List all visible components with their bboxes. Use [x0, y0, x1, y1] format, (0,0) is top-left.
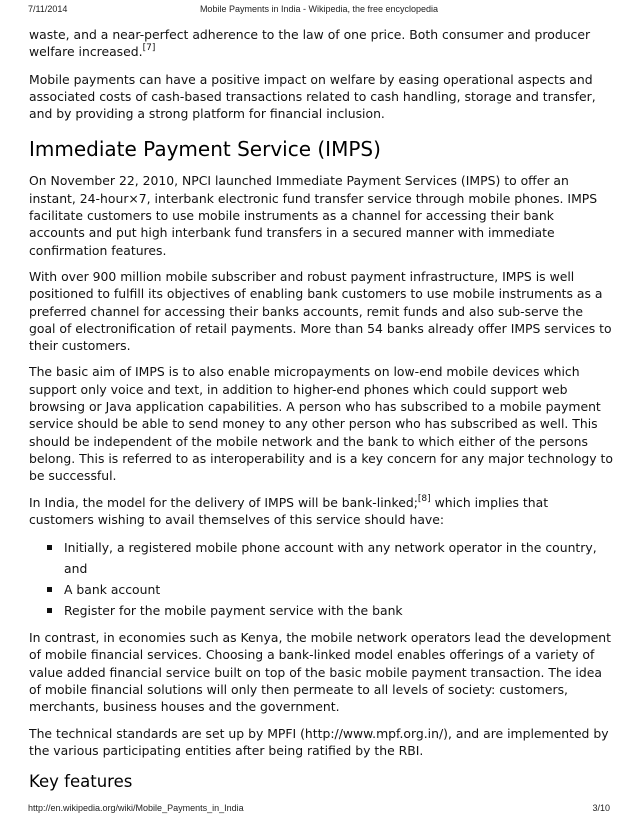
- imps-paragraph-3: The basic aim of IMPS is to also enable micropayments on low-end mobile devices which support only voice and text, in addition to higher-end phones which could support web browsing or Java application capabilities. A person who has subscribed to a mobile payment service should be able to send money to any other person who has subscribed as well. This should be independent of the mobile network and the bank to which either of the persons belong. This is referred to as interoperability and is a key concern for any major technology to be successful.: [29, 364, 613, 484]
- imps-paragraph-4-continued: which implies that customers wishing to avail themselves of this service should have:: [29, 494, 549, 527]
- print-header: [0, 4, 638, 18]
- article-content: [29, 26, 613, 793]
- intro-paragraph-2: Mobile payments can have a positive impact on welfare by easing operational aspects and associated costs of cash-based transactions related to cash handling, storage and transfer, and by providing a strong platform for financial inclusion.: [29, 71, 596, 122]
- print-footer: [0, 803, 638, 817]
- intro-paragraph-1-text: waste, and a near-perfect adherence to the law of one price. Both consumer and producer welfare increased.: [29, 27, 591, 60]
- list-item: [47, 600, 613, 621]
- reference-7-link[interactable]: [7]: [142, 43, 156, 54]
- list-item-text: Register for the mobile payment service with the bank: [64, 603, 403, 619]
- intro-paragraph-1: [29, 26, 613, 61]
- imps-paragraph-1: On November 22, 2010, NPCI launched Immediate Payment Services (IMPS) to offer an instant, 24-hour×7, interbank electronic fund transfer service through mobile phones. IMPS facilitate customers to use mobile instruments as a channel for accessing their bank accounts and put high interbank fund transfers in a secured manner with immediate confirmation features.: [29, 173, 598, 258]
- imps-paragraph-6: The technical standards are set up by MPFI (http://www.mpf.org.in/), and are implemented by the various participating entities after being ratified by the RBI.: [29, 725, 609, 758]
- list-item-text: Initially, a registered mobile phone account with any network operator in the country, and: [64, 540, 597, 577]
- requirements-list: [29, 537, 613, 621]
- print-url: http://en.wikipedia.org/wiki/Mobile_Payments_in_India: [28, 803, 244, 813]
- print-page-title: Mobile Payments in India - Wikipedia, the free encyclopedia: [199, 4, 439, 14]
- square-bullet-icon: [47, 608, 52, 613]
- list-item: [47, 537, 613, 579]
- print-page-number: 3/10: [592, 803, 610, 813]
- square-bullet-icon: [47, 587, 52, 592]
- imps-paragraph-4: [29, 494, 613, 529]
- imps-paragraph-2: With over 900 million mobile subscriber and robust payment infrastructure, IMPS is well positioned to fulfill its objectives of enabling bank customers to use mobile instruments as a preferred channel for accessing their banks accounts, remit funds and also sub-serve the goal of electronification of retail payments. More than 54 banks already offer IMPS services to their customers.: [29, 268, 612, 354]
- list-item: [47, 579, 613, 600]
- square-bullet-icon: [47, 545, 52, 550]
- print-date: 7/11/2014: [28, 4, 68, 14]
- imps-paragraph-4-text: In India, the model for the delivery of IMPS will be bank-linked;: [29, 494, 418, 510]
- imps-paragraph-5: In contrast, in economies such as Kenya, the mobile network operators lead the development of mobile financial services. Choosing a bank-linked model enables offerings of a variety of value added financial service built on top of the basic mobile payment transaction. The idea of mobile financial solutions will only then permeate to all levels of society: customers, merchants, business houses and the government.: [29, 630, 611, 715]
- imps-section-heading: Immediate Payment Service (IMPS): [29, 137, 381, 162]
- reference-8-link[interactable]: [8]: [417, 493, 431, 504]
- key-features-heading: Key features: [29, 772, 133, 792]
- list-item-text: A bank account: [64, 582, 161, 598]
